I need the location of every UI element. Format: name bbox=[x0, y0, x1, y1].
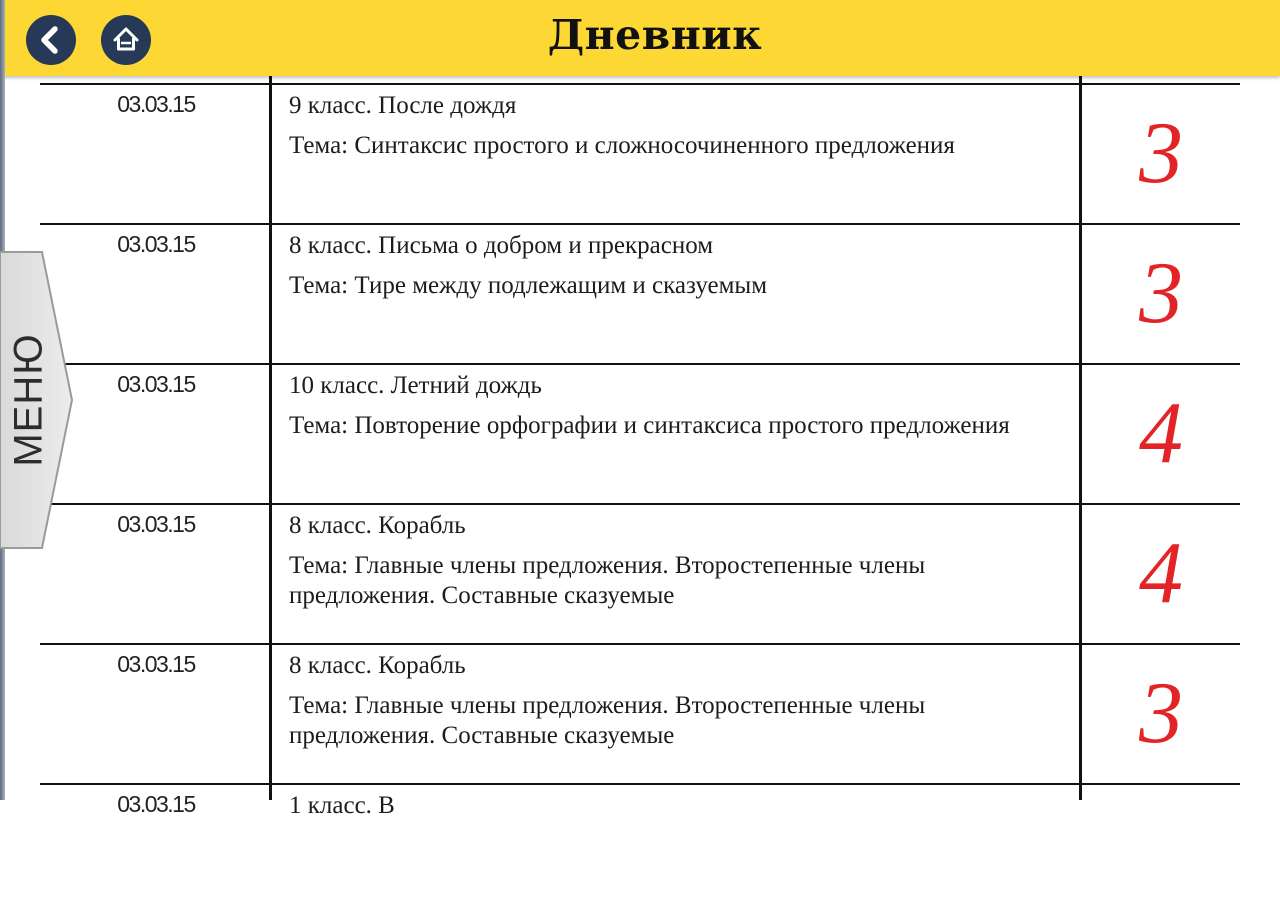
diary-row bbox=[40, 503, 1240, 643]
diary-row bbox=[40, 223, 1240, 363]
entry-date: 03.03.15 bbox=[117, 231, 195, 257]
entry-topic: Тема: Главные члены предложения. Второстепенные члены предложения. Составные сказуемые bbox=[289, 552, 926, 609]
menu-label: МЕНЮ bbox=[6, 333, 51, 467]
entry-topic: Тема: Тире между подлежащим и сказуемым bbox=[289, 272, 768, 299]
entry-grade: 3 bbox=[1139, 245, 1183, 342]
entry-lesson-title: 8 класс. Корабль bbox=[289, 512, 466, 539]
entry-date: 03.03.15 bbox=[117, 791, 195, 817]
page-title: Дневник bbox=[547, 11, 763, 59]
entry-date: 03.03.15 bbox=[117, 371, 195, 397]
entry-lesson-title: 1 класс. В bbox=[289, 792, 395, 819]
grade-column-divider bbox=[1079, 76, 1082, 800]
entry-lesson-title: 9 класс. После дождя bbox=[289, 92, 517, 119]
entry-date: 03.03.15 bbox=[117, 511, 195, 537]
diary-row bbox=[40, 363, 1240, 503]
entry-lesson-title: 8 класс. Письма о добром и прекрасном bbox=[289, 232, 714, 259]
menu-tab-button[interactable] bbox=[0, 250, 74, 550]
entry-lesson-cell bbox=[289, 371, 1069, 441]
date-column-divider bbox=[269, 76, 272, 800]
entry-grade: 3 bbox=[1139, 665, 1183, 762]
entry-lesson-cell bbox=[289, 791, 1069, 831]
entry-date: 03.03.15 bbox=[117, 651, 195, 677]
entry-grade: 4 bbox=[1139, 385, 1183, 482]
entry-grade bbox=[1082, 785, 1240, 923]
entry-date: 03.03.15 bbox=[117, 91, 195, 117]
diary-table bbox=[40, 76, 1240, 819]
entry-lesson-cell bbox=[289, 91, 1069, 161]
entry-topic: Тема: Синтаксис простого и сложносочиненного предложения bbox=[289, 132, 955, 159]
diary-row bbox=[40, 643, 1240, 783]
diary-row bbox=[40, 83, 1240, 223]
entry-grade: 3 bbox=[1139, 105, 1183, 202]
diary-row bbox=[40, 783, 1240, 923]
entry-grade: 4 bbox=[1139, 525, 1183, 622]
entry-lesson-cell bbox=[289, 511, 1069, 611]
entry-lesson-title: 8 класс. Корабль bbox=[289, 652, 466, 679]
entry-topic: Тема: Главные члены предложения. Второстепенные члены предложения. Составные сказуемые bbox=[289, 692, 926, 749]
entry-lesson-cell bbox=[289, 651, 1069, 751]
header-bar bbox=[0, 0, 1280, 76]
entry-lesson-title: 10 класс. Летний дождь bbox=[289, 372, 542, 399]
entry-topic: Тема: Повторение орфографии и синтаксиса простого предложения bbox=[289, 412, 1010, 439]
entry-lesson-cell bbox=[289, 231, 1069, 301]
